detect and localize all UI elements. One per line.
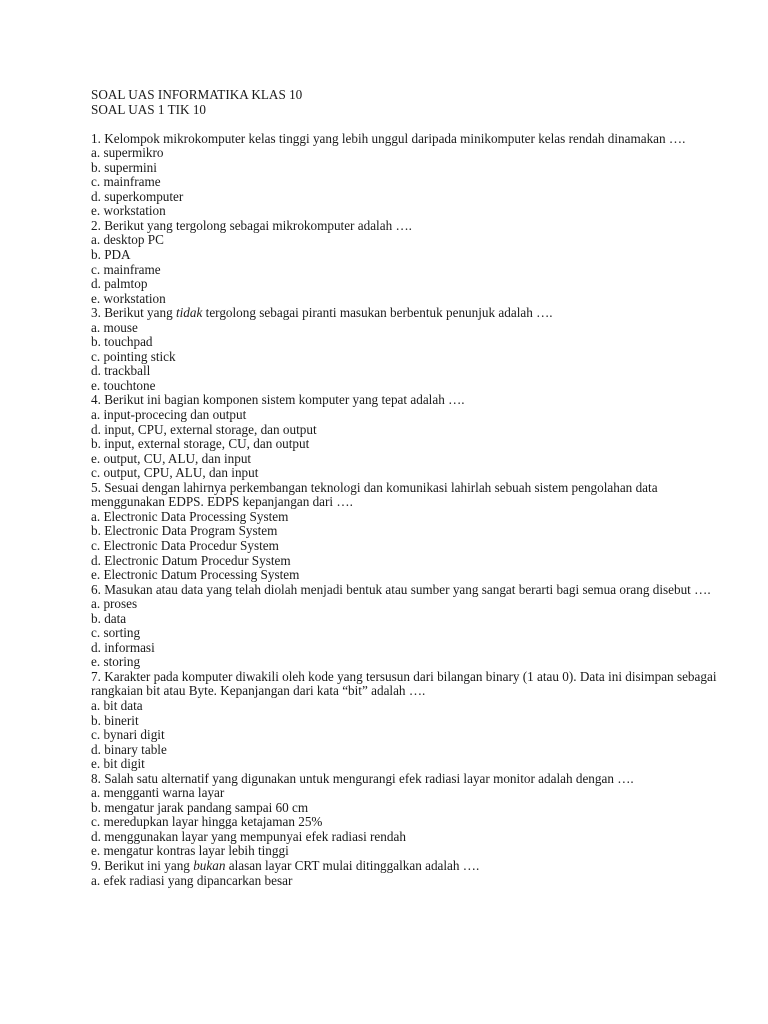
question-6 [91,583,731,670]
option: a. bit data [91,697,143,713]
option: a. input-procecing dan output [91,407,247,423]
option: c. Electronic Data Procedur System [91,537,279,553]
question-text-end: alasan layar CRT mulai ditinggalkan adalah …. [225,857,480,873]
option: a. supermikro [91,145,164,161]
option: d. binary table [91,741,167,757]
option: c. mainframe [91,174,161,190]
question-text-emphasis: bukan [193,857,226,873]
option: d. trackball [91,363,151,379]
option: b. data [91,610,127,626]
option: a. desktop PC [91,232,164,248]
question-text: 2. Berikut yang tergolong sebagai mikrokomputer adalah …. [91,217,412,233]
option: c. sorting [91,625,141,641]
question-2 [91,219,731,306]
question-text-start: 3. Berikut yang [91,305,176,321]
option: a. proses [91,596,138,612]
spacer [91,117,731,132]
option: c. bynari digit [91,727,165,743]
option: e. mengatur kontras layar lebih tinggi [91,843,289,859]
option: e. workstation [91,203,166,219]
option: c. output, CPU, ALU, dan input [91,465,259,481]
option: d. input, CPU, external storage, dan output [91,421,317,437]
option: b. binerit [91,712,139,728]
option: a. mengganti warna layar [91,785,225,801]
option: b. touchpad [91,334,153,350]
question-text: 5. Sesuai dengan lahirnya perkembangan teknologi dan komunikasi lahirlah sebuah sistem pengolahan data menggunakan EDPS. EDPS kepanjangan dari …. [91,479,658,510]
option: e. Electronic Datum Processing System [91,567,300,583]
option: d. menggunakan layar yang mempunyai efek radiasi rendah [91,828,406,844]
question-text: 8. Salah satu alternatif yang digunakan untuk mengurangi efek radiasi layar monitor adalah dengan …. [91,770,634,786]
option: b. supermini [91,159,157,175]
option: e. bit digit [91,756,145,772]
option: b. Electronic Data Program System [91,523,278,539]
option: c. pointing stick [91,348,176,364]
question-4 [91,393,731,480]
option: d. informasi [91,639,155,655]
document-content [91,88,731,888]
question-text [91,859,731,874]
option: e. touchtone [91,377,156,393]
question-9 [91,859,731,888]
option: a. mouse [91,319,138,335]
option: c. mainframe [91,261,161,277]
option: e. storing [91,654,141,670]
question-text: 6. Masukan atau data yang telah diolah menjadi bentuk atau sumber yang sangat berarti bagi semua orang disebut …. [91,581,711,597]
question-text-emphasis: tidak [175,305,203,321]
option: a. efek radiasi yang dipancarkan besar [91,872,293,888]
question-7 [91,670,731,772]
question-text: 4. Berikut ini bagian komponen sistem komputer yang tepat adalah …. [91,392,465,408]
document-title: SOAL UAS INFORMATIKA KLAS 10 [91,87,303,102]
question-1 [91,132,731,219]
option: c. meredupkan layar hingga ketajaman 25% [91,814,323,830]
option: b. input, external storage, CU, dan output [91,436,310,452]
option: a. Electronic Data Processing System [91,508,289,524]
question-text [91,306,731,321]
option: d. palmtop [91,276,148,292]
document-subtitle: SOAL UAS 1 TIK 10 [91,101,207,117]
option: d. superkomputer [91,188,184,204]
question-8 [91,772,731,859]
option: b. mengatur jarak pandang sampai 60 cm [91,799,309,815]
question-text-start: 9. Berikut ini yang [91,857,194,873]
question-text: 1. Kelompok mikrokomputer kelas tinggi yang lebih unggul daripada minikomputer kelas rendah dinamakan …. [91,130,686,146]
option: d. Electronic Datum Procedur System [91,552,291,568]
option: e. workstation [91,290,166,306]
question-5 [91,481,731,583]
option: e. output, CU, ALU, dan input [91,450,252,466]
option: b. PDA [91,247,131,263]
question-text-end: tergolong sebagai piranti masukan berbentuk penunjuk adalah …. [202,305,553,321]
question-3 [91,306,731,393]
question-text: 7. Karakter pada komputer diwakili oleh kode yang tersusun dari bilangan binary (1 atau 0). Data ini disimpan sebagai rangkaian bit atau Byte. Kepanjangan dari kata “bit” adalah …. [91,668,717,699]
